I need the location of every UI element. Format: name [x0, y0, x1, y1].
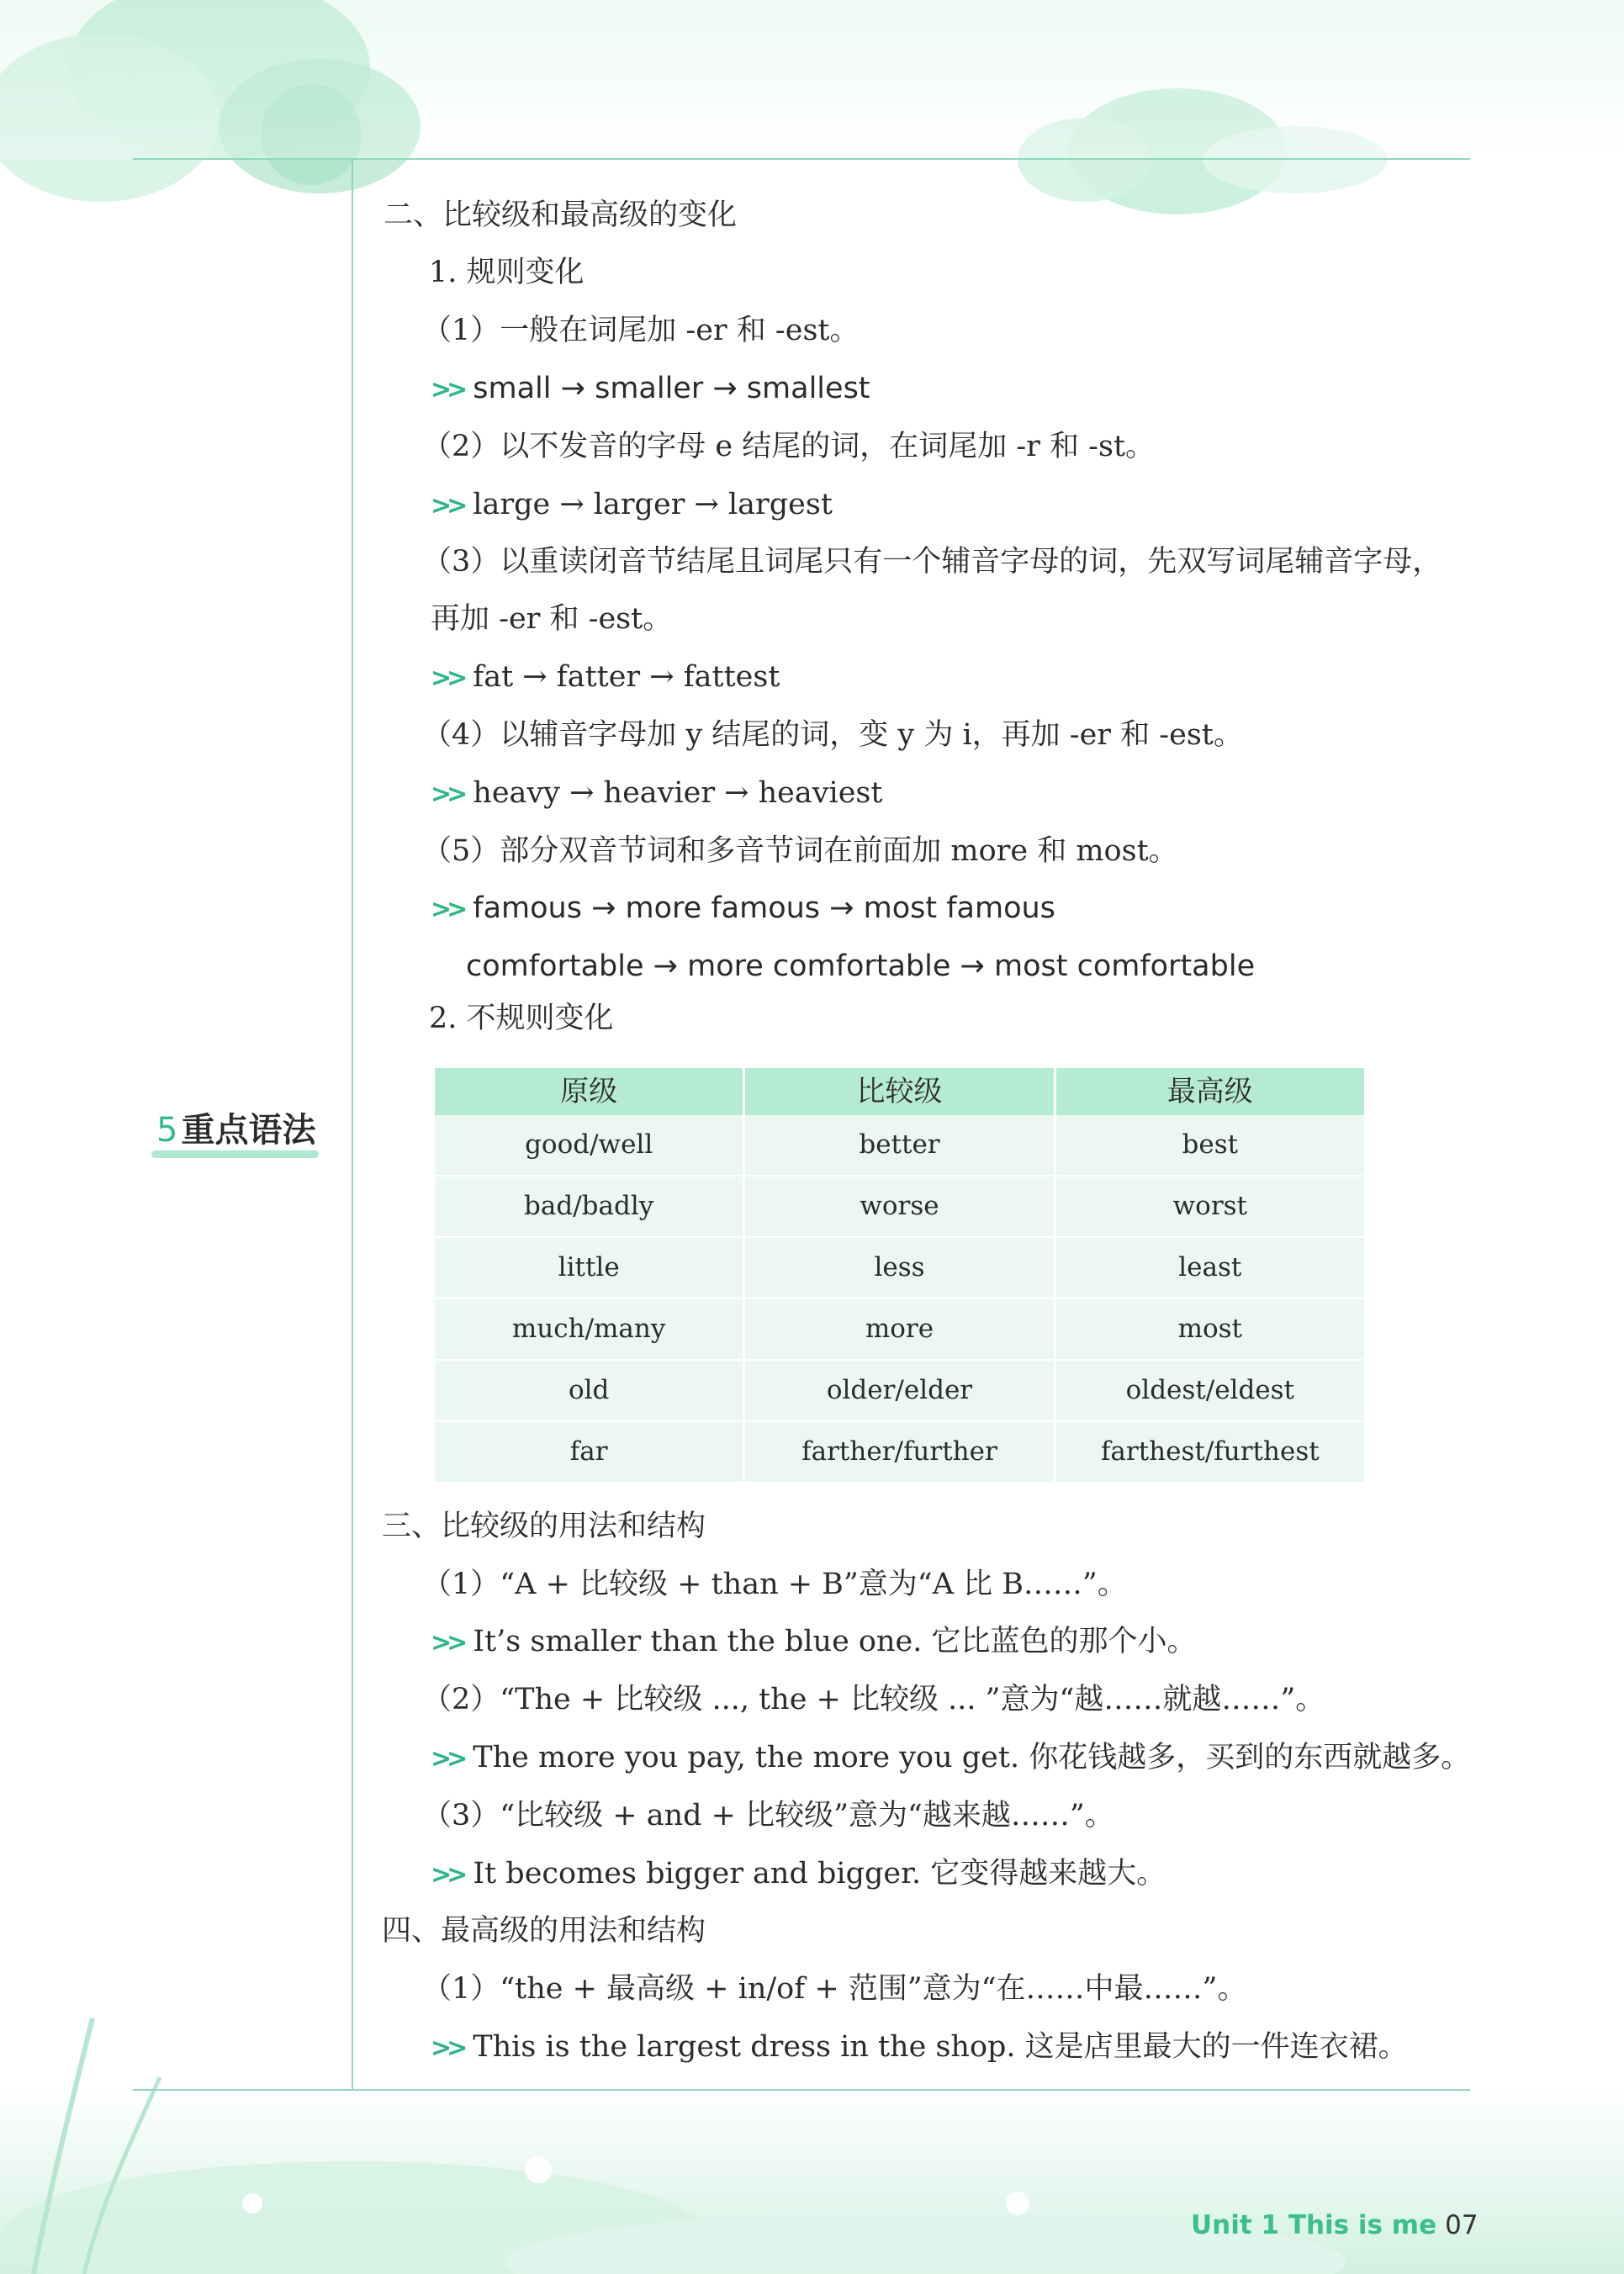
- table-cell: least: [1178, 1252, 1242, 1282]
- subheading-regular: 1. 规则变化: [429, 256, 585, 289]
- example-marker-icon: >>: [431, 895, 463, 924]
- top-cloud-decoration: [0, 0, 1624, 214]
- table-row: [435, 1238, 1364, 1299]
- table-cell: better: [745, 1115, 1055, 1175]
- section-label: [156, 1103, 315, 1151]
- table-header-cell: 最高级: [1056, 1068, 1364, 1115]
- irregular-forms-table: [435, 1068, 1364, 1483]
- table-row: [435, 1115, 1364, 1177]
- usage-example-1: >> It’s smaller than the blue one. 它比蓝色的那个小。: [431, 1625, 1197, 1658]
- superlative-example-1: >> This is the largest dress in the shop. 这是店里最大的一件连衣裙。: [431, 2030, 1408, 2064]
- unit-label: Unit 1 This is me: [1191, 2210, 1437, 2240]
- rule-1: （1）一般在词尾加 -er 和 -est。: [422, 314, 860, 347]
- table-row: [435, 1177, 1364, 1238]
- rule-5: （5）部分双音节词和多音节词在前面加 more 和 most。: [422, 834, 1178, 868]
- section-title: 重点语法: [181, 1111, 316, 1150]
- table-row: [435, 1361, 1364, 1422]
- example-marker-icon: >>: [431, 664, 463, 693]
- heading-comparative-usage: 三、比较级的用法和结构: [382, 1510, 706, 1543]
- table-header-cell: 比较级: [745, 1068, 1053, 1115]
- example-2: >> large → larger → largest: [431, 488, 833, 521]
- section-number: 5: [156, 1111, 178, 1150]
- subheading-irregular: 2. 不规则变化: [429, 1002, 614, 1035]
- example-5: >> famous → more famous → most famous: [431, 891, 1055, 925]
- rule-4: （4）以辅音字母加 y 结尾的词，变 y 为 i，再加 -er 和 -est。: [422, 718, 1243, 752]
- table-cell: bad/badly: [435, 1177, 745, 1236]
- table-cell: oldest/eldest: [1125, 1375, 1295, 1405]
- rule-3: （3）以重读闭音节结尾且词尾只有一个辅音字母的词，先双写词尾辅音字母，: [422, 545, 1442, 579]
- table-cell: worse: [745, 1177, 1055, 1236]
- example-marker-icon: >>: [431, 375, 463, 405]
- usage-example-3: >> It becomes bigger and bigger. 它变得越来越大。: [431, 1857, 1166, 1891]
- page-number: 07: [1445, 2210, 1479, 2240]
- table-row: [435, 1299, 1364, 1361]
- heading-change: 二、比较级和最高级的变化: [384, 198, 738, 232]
- table-cell: worst: [1172, 1191, 1248, 1221]
- table-cell: less: [745, 1238, 1055, 1298]
- rule-3-continued: 再加 -er 和 -est。: [431, 602, 673, 636]
- heading-superlative-usage: 四、最高级的用法和结构: [382, 1914, 706, 1948]
- example-marker-icon: >>: [431, 2033, 463, 2063]
- table-cell: little: [435, 1238, 745, 1298]
- table-header-cell: 原级: [435, 1068, 743, 1115]
- table-cell: older/elder: [745, 1361, 1055, 1420]
- superlative-usage-1: （1）“the + 最高级 + in/of + 范围”意为“在……中最……”。: [422, 1972, 1247, 2006]
- usage-3: （3）“比较级 + and + 比较级”意为“越来越……”。: [422, 1799, 1114, 1832]
- section-underline: [151, 1150, 319, 1158]
- table-cell: much/many: [435, 1299, 745, 1359]
- example-1: >> small → smaller → smallest: [431, 372, 870, 405]
- rule-2: （2）以不发音的字母 e 结尾的词，在词尾加 -r 和 -st。: [422, 430, 1156, 463]
- table-cell: best: [1182, 1129, 1239, 1160]
- example-marker-icon: >>: [431, 491, 463, 521]
- table-cell: most: [1177, 1314, 1243, 1344]
- table-cell: good/well: [435, 1115, 745, 1175]
- table-cell: more: [745, 1299, 1055, 1359]
- example-marker-icon: >>: [431, 1744, 463, 1774]
- example-4: >> heavy → heavier → heaviest: [431, 776, 883, 810]
- usage-example-2: >> The more you pay, the more you get. 你花钱越多，买到的东西就越多。: [431, 1741, 1471, 1774]
- table-header-row: [435, 1068, 1364, 1115]
- table-cell: far: [435, 1422, 745, 1482]
- table-cell: farthest/furthest: [1100, 1436, 1320, 1467]
- table-cell: old: [435, 1361, 745, 1420]
- top-rule: [133, 158, 1470, 160]
- margin-rule: [352, 158, 353, 2089]
- example-marker-icon: >>: [431, 780, 463, 809]
- example-marker-icon: >>: [431, 1860, 463, 1890]
- table-row: [435, 1422, 1364, 1483]
- example-marker-icon: >>: [431, 1628, 463, 1658]
- table-cell: farther/further: [745, 1422, 1055, 1482]
- bottom-rule: [133, 2089, 1470, 2091]
- page-footer: [1191, 2210, 1479, 2240]
- usage-2: （2）“The + 比较级 ..., the + 比较级 ... ”意为“越……就越……”。: [422, 1683, 1325, 1716]
- example-3: >> fat → fatter → fattest: [431, 660, 780, 694]
- usage-1: （1）“A + 比较级 + than + B”意为“A 比 B……”。: [422, 1568, 1127, 1601]
- example-5-continued: comfortable → more comfortable → most comfortable: [466, 949, 1256, 983]
